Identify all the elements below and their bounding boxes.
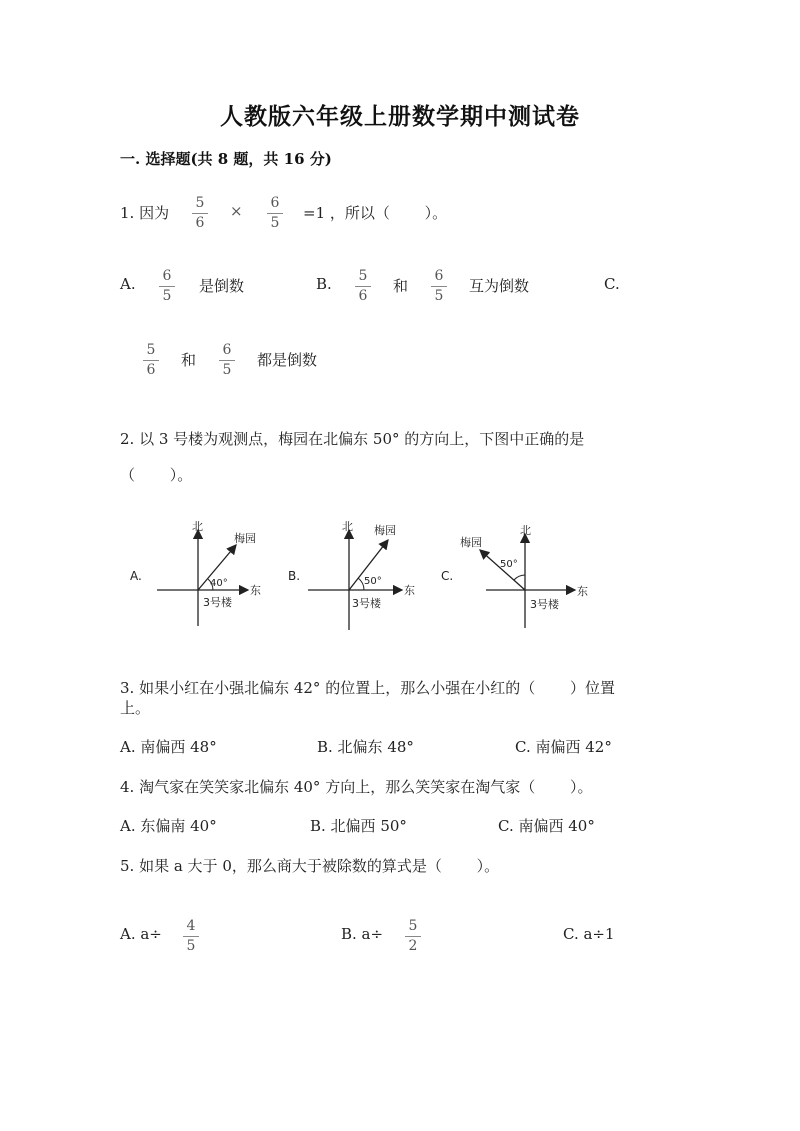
q5-option-c-label: C. a÷1 [563, 925, 615, 943]
q4-text: 4. 淘气家在笑笑家北偏东 40° 方向上，那么笑笑家在淘气家（ ）。 [120, 778, 593, 796]
diagram-b-north-label: 北 [342, 520, 353, 533]
q2-direction-diagrams [120, 518, 600, 633]
diagram-c-angle-label: 50° [500, 559, 518, 570]
diagram-a-origin-label: 3号楼 [203, 596, 232, 609]
diagram-a-angle-label: 40° [210, 578, 228, 589]
q1-prefix: 1. 因为 [120, 204, 170, 222]
q1-option-b-fraction-2: 6 5 [429, 268, 449, 305]
q2-text-line2: （ ）。 [120, 466, 193, 484]
q5-option-b-fraction: 5 2 [403, 918, 423, 955]
diagram-c-angle-arc [514, 575, 525, 580]
diagram-a [130, 520, 261, 626]
diagram-c-east-label: 东 [577, 585, 588, 598]
diagram-b-target-label: 梅园 [374, 524, 396, 537]
diagram-a-east-label: 东 [250, 584, 261, 597]
q1-suffix: =1 ，所以（ ）。 [303, 204, 448, 222]
diagram-c-target-label: 梅园 [460, 536, 482, 549]
q1-fraction-1: 5 6 [190, 195, 210, 232]
q1-option-c-text: 都是倒数 [257, 351, 318, 369]
q1-option-b-label: B. [316, 275, 332, 293]
q5-option-a-fraction: 4 5 [181, 918, 201, 955]
q3-option-a: A. 南偏西 48° [120, 738, 217, 756]
diagram-c [441, 524, 588, 628]
diagram-b-angle-label: 50° [364, 576, 382, 587]
q3-text-line2: 上。 [120, 699, 151, 717]
diagram-b-label: B. [288, 569, 301, 583]
q1-option-b-text: 互为倒数 [469, 277, 530, 295]
q1-option-c-and: 和 [181, 351, 197, 369]
page-title: 人教版六年级上册数学期中测试卷 [220, 103, 580, 130]
q1-option-c-fraction-2: 6 5 [217, 342, 237, 379]
diagram-b-origin-label: 3号楼 [352, 597, 381, 610]
diagram-c-label: C. [441, 569, 454, 583]
diagram-a-north-label: 北 [192, 520, 203, 533]
q5-text: 5. 如果 a 大于 0，那么商大于被除数的算式是（ ）。 [120, 857, 500, 875]
q4-option-c: C. 南偏西 40° [498, 817, 595, 835]
q5-option-a-label: A. a÷ [120, 925, 162, 943]
q1-option-b-and: 和 [393, 277, 409, 295]
q3-option-c: C. 南偏西 42° [515, 738, 612, 756]
q2-text-line1: 2. 以 3 号楼为观测点，梅园在北偏东 50° 的方向上，下图中正确的是 [120, 430, 585, 448]
diagram-b [288, 520, 415, 630]
q1-option-c-fraction-1: 5 6 [141, 342, 161, 379]
diagram-c-direction-ray [480, 550, 525, 590]
q4-option-b: B. 北偏西 50° [310, 817, 407, 835]
diagram-b-east-label: 东 [404, 584, 415, 597]
q3-option-b: B. 北偏东 48° [317, 738, 414, 756]
q1-fraction-2: 6 5 [265, 195, 285, 232]
section-heading: 一. 选择题(共 8 题，共 16 分) [120, 150, 332, 168]
q4-option-a: A. 东偏南 40° [120, 817, 217, 835]
q5-option-b-label: B. a÷ [341, 925, 384, 943]
diagram-c-origin-label: 3号楼 [530, 598, 559, 611]
q3-text-line1: 3. 如果小红在小强北偏东 42° 的位置上，那么小强在小红的（ ）位置 [120, 679, 615, 697]
diagram-a-target-label: 梅园 [234, 532, 256, 545]
q1-option-b-fraction-1: 5 6 [353, 268, 373, 305]
q1-option-c-label: C. [604, 275, 620, 293]
q1-option-a-text: 是倒数 [199, 277, 245, 295]
times-sign: × [230, 202, 243, 220]
diagram-a-label: A. [130, 569, 142, 583]
q1-option-a-label: A. [120, 275, 136, 293]
q1-option-a-fraction: 6 5 [157, 268, 177, 305]
diagram-c-north-label: 北 [520, 524, 531, 537]
